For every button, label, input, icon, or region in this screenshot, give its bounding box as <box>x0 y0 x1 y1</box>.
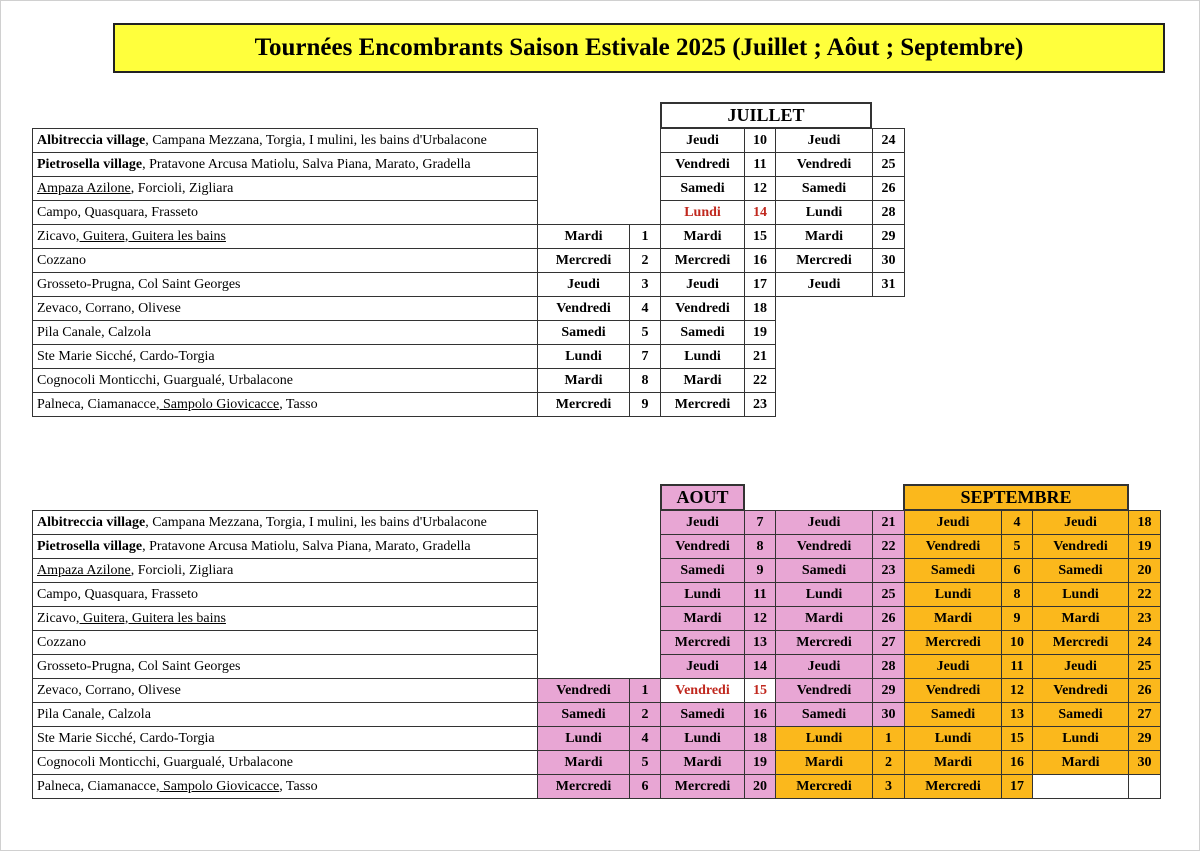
place-cell <box>33 727 538 751</box>
schedule-cell: Samedi <box>1033 559 1129 583</box>
place-cell <box>33 751 538 775</box>
place-cell <box>33 775 538 799</box>
place-text: Pila Canale, Calzola <box>37 324 151 340</box>
schedule-cell: 2 <box>630 703 661 727</box>
schedule-cell: 22 <box>1129 583 1161 607</box>
schedule-cell: 8 <box>630 369 661 393</box>
place-cell <box>33 655 538 679</box>
schedule-cell: Vendredi <box>661 153 745 177</box>
schedule-cell: 23 <box>873 559 905 583</box>
schedule-cell: Mercredi <box>1033 631 1129 655</box>
table-row <box>33 655 1161 679</box>
schedule-cell: Lundi <box>538 727 630 751</box>
schedule-cell: 6 <box>630 775 661 799</box>
schedule-cell: 10 <box>745 129 776 153</box>
place-text: , Guitera, Guitera les bains <box>75 610 226 626</box>
place-cell <box>33 703 538 727</box>
schedule-cell: 25 <box>1129 655 1161 679</box>
schedule-cell: 17 <box>1002 775 1033 799</box>
table-row <box>33 153 905 177</box>
juillet-table <box>32 128 905 417</box>
place-text: Ampaza Azilone <box>37 180 131 196</box>
schedule-cell: 23 <box>745 393 776 417</box>
table-row <box>33 631 1161 655</box>
schedule-cell <box>630 201 661 225</box>
schedule-cell: Mardi <box>776 751 873 775</box>
place-text: , Tasso <box>279 396 318 412</box>
schedule-cell <box>538 583 630 607</box>
schedule-cell: 25 <box>873 583 905 607</box>
table-row <box>33 607 1161 631</box>
schedule-cell: Mardi <box>776 225 873 249</box>
schedule-cell: Jeudi <box>1033 655 1129 679</box>
schedule-cell: 16 <box>1002 751 1033 775</box>
schedule-cell: 12 <box>745 607 776 631</box>
schedule-cell: Mercredi <box>661 775 745 799</box>
schedule-cell: 13 <box>745 631 776 655</box>
schedule-cell: 7 <box>745 511 776 535</box>
schedule-cell: 23 <box>1129 607 1161 631</box>
schedule-cell: Vendredi <box>538 679 630 703</box>
schedule-cell: Mardi <box>661 607 745 631</box>
schedule-cell: Vendredi <box>905 535 1002 559</box>
schedule-cell: 7 <box>630 345 661 369</box>
schedule-cell: Mardi <box>661 751 745 775</box>
table-row <box>33 535 1161 559</box>
place-text: Cozzano <box>37 252 86 268</box>
schedule-cell: 1 <box>630 225 661 249</box>
schedule-cell: Mercredi <box>538 775 630 799</box>
schedule-cell <box>630 631 661 655</box>
schedule-cell: Vendredi <box>776 535 873 559</box>
schedule-cell <box>776 393 873 417</box>
schedule-cell <box>538 535 630 559</box>
schedule-cell: Samedi <box>661 177 745 201</box>
septembre-header: SEPTEMBRE <box>903 484 1129 511</box>
schedule-cell: 15 <box>745 679 776 703</box>
schedule-cell <box>538 655 630 679</box>
table-row <box>33 679 1161 703</box>
table-row <box>33 321 905 345</box>
schedule-cell: 4 <box>1002 511 1033 535</box>
place-text: , Pratavone Arcusa Matiolu, Salva Piana, Marato, Gradella <box>142 538 471 554</box>
schedule-cell <box>538 511 630 535</box>
schedule-cell: 5 <box>630 751 661 775</box>
place-text: Ampaza Azilone <box>37 562 131 578</box>
schedule-cell: 26 <box>873 607 905 631</box>
schedule-cell: 30 <box>1129 751 1161 775</box>
table-row <box>33 727 1161 751</box>
schedule-cell: Mardi <box>905 751 1002 775</box>
table-row <box>33 297 905 321</box>
place-text: , Forcioli, Zigliara <box>130 562 234 578</box>
schedule-cell: Mercredi <box>905 775 1002 799</box>
schedule-cell: 30 <box>873 249 905 273</box>
schedule-cell: Mercredi <box>776 631 873 655</box>
place-cell <box>33 225 538 249</box>
place-cell <box>33 249 538 273</box>
schedule-cell: 5 <box>630 321 661 345</box>
schedule-cell: 18 <box>1129 511 1161 535</box>
place-text: Pila Canale, Calzola <box>37 706 151 722</box>
schedule-cell: Mercredi <box>776 775 873 799</box>
aout-header: AOUT <box>660 484 745 511</box>
schedule-cell: 28 <box>873 201 905 225</box>
place-text: Cognocoli Monticchi, Guargualé, Urbalacone <box>37 372 293 388</box>
schedule-cell: Jeudi <box>776 655 873 679</box>
schedule-cell: Mercredi <box>538 249 630 273</box>
schedule-cell: Samedi <box>1033 703 1129 727</box>
schedule-cell: Samedi <box>776 559 873 583</box>
schedule-cell: 29 <box>873 225 905 249</box>
schedule-cell <box>630 177 661 201</box>
schedule-cell: 21 <box>745 345 776 369</box>
place-cell <box>33 321 538 345</box>
schedule-cell: 1 <box>630 679 661 703</box>
schedule-cell: 18 <box>745 297 776 321</box>
table-row <box>33 369 905 393</box>
schedule-cell: Mardi <box>661 369 745 393</box>
table-row <box>33 559 1161 583</box>
place-cell <box>33 177 538 201</box>
schedule-cell <box>538 631 630 655</box>
place-text: Ste Marie Sicché, Cardo-Torgia <box>37 348 215 364</box>
schedule-cell: 5 <box>1002 535 1033 559</box>
schedule-cell: 9 <box>745 559 776 583</box>
schedule-cell: Jeudi <box>661 129 745 153</box>
schedule-cell <box>630 153 661 177</box>
schedule-cell: 22 <box>873 535 905 559</box>
schedule-cell: 26 <box>1129 679 1161 703</box>
place-text: Grosseto-Prugna, Col Saint Georges <box>37 658 241 674</box>
schedule-cell: 12 <box>1002 679 1033 703</box>
place-text: Zevaco, Corrano, Olivese <box>37 300 181 316</box>
place-text: Albitreccia village <box>37 514 146 530</box>
place-text: , Campana Mezzana, Torgia, I mulini, les bains d'Urbalacone <box>145 514 487 530</box>
schedule-cell: Vendredi <box>661 679 745 703</box>
schedule-cell: 29 <box>873 679 905 703</box>
schedule-cell: 27 <box>873 631 905 655</box>
place-text: Albitreccia village <box>37 132 146 148</box>
place-text: Campo, Quasquara, Frasseto <box>37 586 198 602</box>
schedule-cell: Mercredi <box>661 393 745 417</box>
table-row <box>33 751 1161 775</box>
schedule-cell: 18 <box>745 727 776 751</box>
schedule-cell: 16 <box>745 703 776 727</box>
schedule-cell: 9 <box>630 393 661 417</box>
schedule-cell: Lundi <box>661 345 745 369</box>
schedule-cell: 20 <box>1129 559 1161 583</box>
schedule-cell <box>630 655 661 679</box>
schedule-cell <box>538 129 630 153</box>
schedule-cell: Lundi <box>905 727 1002 751</box>
table-row <box>33 225 905 249</box>
schedule-cell: 2 <box>873 751 905 775</box>
juillet-header: JUILLET <box>660 102 872 129</box>
schedule-cell <box>776 345 873 369</box>
schedule-cell: Vendredi <box>1033 535 1129 559</box>
schedule-cell: Lundi <box>776 583 873 607</box>
schedule-cell <box>630 607 661 631</box>
page-title: Tournées Encombrants Saison Estivale 2025 (Juillet ; Aôut ; Septembre) <box>113 23 1165 73</box>
place-text: Pietrosella village <box>37 538 143 554</box>
schedule-cell: Jeudi <box>661 655 745 679</box>
schedule-cell: Lundi <box>905 583 1002 607</box>
place-text: , Guitera, Guitera les bains <box>75 228 226 244</box>
schedule-cell: 29 <box>1129 727 1161 751</box>
schedule-cell <box>538 559 630 583</box>
schedule-cell: Mardi <box>1033 751 1129 775</box>
schedule-cell: Lundi <box>661 583 745 607</box>
schedule-cell: 19 <box>745 321 776 345</box>
place-cell <box>33 559 538 583</box>
schedule-cell: Mercredi <box>661 631 745 655</box>
table-row <box>33 345 905 369</box>
schedule-cell: 16 <box>745 249 776 273</box>
schedule-cell: Samedi <box>661 559 745 583</box>
place-text: , Tasso <box>279 778 318 794</box>
schedule-cell: Samedi <box>776 703 873 727</box>
place-text: Campo, Quasquara, Frasseto <box>37 204 198 220</box>
schedule-cell <box>776 321 873 345</box>
schedule-cell: Mercredi <box>776 249 873 273</box>
place-cell <box>33 345 538 369</box>
schedule-cell: Mardi <box>905 607 1002 631</box>
schedule-cell: Vendredi <box>905 679 1002 703</box>
schedule-cell: Jeudi <box>905 511 1002 535</box>
place-text: Zicavo <box>37 610 76 626</box>
schedule-cell: 19 <box>1129 535 1161 559</box>
schedule-cell: Lundi <box>661 727 745 751</box>
schedule-cell: Mardi <box>1033 607 1129 631</box>
schedule-cell: Vendredi <box>538 297 630 321</box>
schedule-cell: 11 <box>745 583 776 607</box>
table-row <box>33 583 1161 607</box>
place-text: , Pratavone Arcusa Matiolu, Salva Piana, Marato, Gradella <box>142 156 471 172</box>
place-cell <box>33 583 538 607</box>
place-cell <box>33 393 538 417</box>
schedule-cell <box>538 201 630 225</box>
schedule-cell: 24 <box>1129 631 1161 655</box>
schedule-cell: 15 <box>745 225 776 249</box>
schedule-cell: Samedi <box>776 177 873 201</box>
schedule-cell <box>1033 775 1129 799</box>
schedule-cell: Jeudi <box>1033 511 1129 535</box>
schedule-cell: Jeudi <box>905 655 1002 679</box>
place-text: , Sampolo Giovicacce <box>155 396 280 412</box>
schedule-cell: Mardi <box>661 225 745 249</box>
place-text: , Forcioli, Zigliara <box>130 180 234 196</box>
schedule-cell: 1 <box>873 727 905 751</box>
schedule-cell <box>1129 775 1161 799</box>
place-text: Cozzano <box>37 634 86 650</box>
place-text: Ste Marie Sicché, Cardo-Torgia <box>37 730 215 746</box>
schedule-cell: Jeudi <box>661 273 745 297</box>
schedule-cell: Mardi <box>538 369 630 393</box>
schedule-cell <box>873 393 905 417</box>
schedule-cell: 20 <box>745 775 776 799</box>
schedule-cell <box>776 297 873 321</box>
place-text: Zicavo <box>37 228 76 244</box>
place-text: Pietrosella village <box>37 156 143 172</box>
schedule-cell: 14 <box>745 655 776 679</box>
schedule-cell: Lundi <box>776 727 873 751</box>
schedule-cell: Samedi <box>661 321 745 345</box>
schedule-cell: Vendredi <box>1033 679 1129 703</box>
schedule-cell: 25 <box>873 153 905 177</box>
schedule-cell: Samedi <box>538 321 630 345</box>
schedule-cell: Lundi <box>538 345 630 369</box>
table-row <box>33 249 905 273</box>
schedule-cell <box>538 177 630 201</box>
place-text: , Sampolo Giovicacce <box>155 778 280 794</box>
place-text: Palneca, Ciamanacce <box>37 778 156 794</box>
schedule-cell <box>538 153 630 177</box>
schedule-cell: Mercredi <box>905 631 1002 655</box>
place-text: Cognocoli Monticchi, Guargualé, Urbalacone <box>37 754 293 770</box>
schedule-cell: 27 <box>1129 703 1161 727</box>
schedule-cell: 3 <box>873 775 905 799</box>
schedule-cell <box>873 297 905 321</box>
place-cell <box>33 679 538 703</box>
schedule-cell: Vendredi <box>661 535 745 559</box>
schedule-cell: 12 <box>745 177 776 201</box>
place-cell <box>33 511 538 535</box>
schedule-cell: Vendredi <box>776 153 873 177</box>
schedule-cell: Lundi <box>776 201 873 225</box>
place-text: Zevaco, Corrano, Olivese <box>37 682 181 698</box>
place-cell <box>33 607 538 631</box>
schedule-cell: 31 <box>873 273 905 297</box>
table-row <box>33 273 905 297</box>
schedule-cell <box>630 511 661 535</box>
schedule-cell: Lundi <box>1033 727 1129 751</box>
schedule-cell: 21 <box>873 511 905 535</box>
schedule-cell: Mardi <box>538 225 630 249</box>
schedule-cell: 6 <box>1002 559 1033 583</box>
schedule-cell: Jeudi <box>776 129 873 153</box>
schedule-cell <box>630 583 661 607</box>
schedule-cell: Lundi <box>661 201 745 225</box>
table-row <box>33 775 1161 799</box>
schedule-cell <box>776 369 873 393</box>
place-text: Palneca, Ciamanacce <box>37 396 156 412</box>
schedule-cell: 17 <box>745 273 776 297</box>
schedule-cell: 22 <box>745 369 776 393</box>
table-row <box>33 129 905 153</box>
schedule-cell: 4 <box>630 727 661 751</box>
schedule-cell: 10 <box>1002 631 1033 655</box>
schedule-cell <box>538 607 630 631</box>
schedule-cell <box>630 129 661 153</box>
aout-septembre-table <box>32 510 1161 799</box>
table-row <box>33 201 905 225</box>
schedule-cell: Jeudi <box>661 511 745 535</box>
place-cell <box>33 153 538 177</box>
place-cell <box>33 535 538 559</box>
schedule-cell: 11 <box>1002 655 1033 679</box>
schedule-cell: Vendredi <box>776 679 873 703</box>
schedule-cell <box>873 321 905 345</box>
schedule-cell: 15 <box>1002 727 1033 751</box>
table-row <box>33 393 905 417</box>
place-text: Grosseto-Prugna, Col Saint Georges <box>37 276 241 292</box>
place-cell <box>33 297 538 321</box>
schedule-cell: 14 <box>745 201 776 225</box>
place-cell <box>33 273 538 297</box>
schedule-cell: Samedi <box>661 703 745 727</box>
schedule-cell: 8 <box>1002 583 1033 607</box>
schedule-cell: 11 <box>745 153 776 177</box>
schedule-cell: Jeudi <box>776 511 873 535</box>
schedule-cell: Samedi <box>538 703 630 727</box>
table-row <box>33 703 1161 727</box>
schedule-cell: Mardi <box>538 751 630 775</box>
schedule-cell <box>630 559 661 583</box>
schedule-cell: 13 <box>1002 703 1033 727</box>
schedule-cell: Jeudi <box>776 273 873 297</box>
place-cell <box>33 201 538 225</box>
schedule-cell: 2 <box>630 249 661 273</box>
schedule-cell: 4 <box>630 297 661 321</box>
schedule-cell: 30 <box>873 703 905 727</box>
table-row <box>33 177 905 201</box>
schedule-cell: Mercredi <box>538 393 630 417</box>
schedule-cell: 24 <box>873 129 905 153</box>
table-row <box>33 511 1161 535</box>
schedule-cell: Samedi <box>905 559 1002 583</box>
schedule-cell <box>630 535 661 559</box>
place-cell <box>33 369 538 393</box>
schedule-cell <box>873 369 905 393</box>
schedule-cell: 19 <box>745 751 776 775</box>
schedule-cell: Vendredi <box>661 297 745 321</box>
schedule-cell: 9 <box>1002 607 1033 631</box>
schedule-cell: 3 <box>630 273 661 297</box>
schedule-cell: Lundi <box>1033 583 1129 607</box>
schedule-cell: 8 <box>745 535 776 559</box>
schedule-cell <box>873 345 905 369</box>
schedule-cell: 26 <box>873 177 905 201</box>
schedule-cell: Samedi <box>905 703 1002 727</box>
place-cell <box>33 129 538 153</box>
place-text: , Campana Mezzana, Torgia, I mulini, les bains d'Urbalacone <box>145 132 487 148</box>
schedule-cell: 28 <box>873 655 905 679</box>
place-cell <box>33 631 538 655</box>
schedule-cell: Jeudi <box>538 273 630 297</box>
schedule-cell: Mardi <box>776 607 873 631</box>
schedule-cell: Mercredi <box>661 249 745 273</box>
